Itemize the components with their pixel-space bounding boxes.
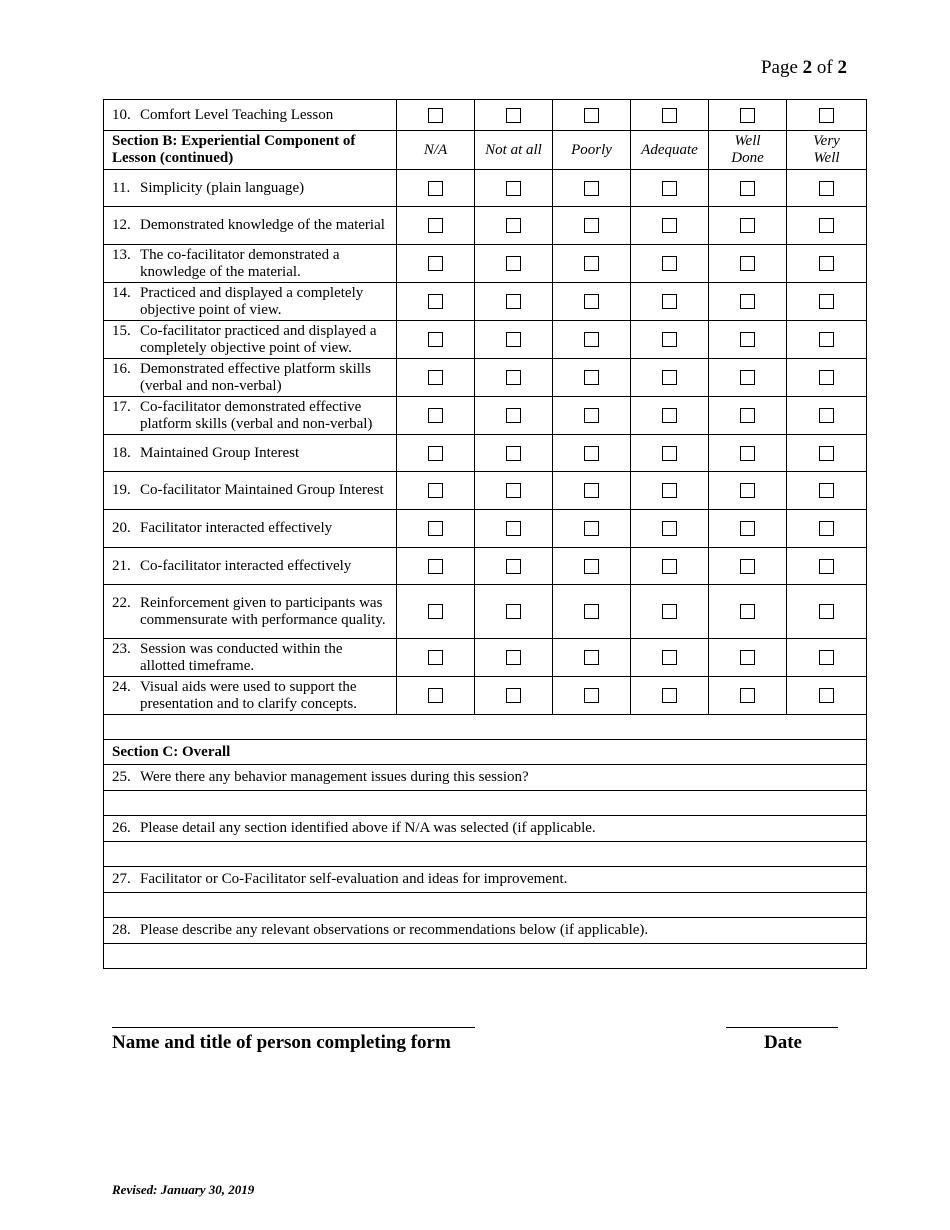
question-text: Please describe any relevant observations or recommendations below (if applicable). — [140, 922, 649, 938]
checkbox-poorly[interactable] — [584, 521, 599, 536]
checkbox-adequate[interactable] — [662, 446, 677, 461]
spacer-row — [104, 715, 867, 740]
checkbox-very-well[interactable] — [819, 408, 834, 423]
checkbox-not-at-all[interactable] — [506, 521, 521, 536]
checkbox-well-done[interactable] — [740, 294, 755, 309]
question-row — [104, 245, 867, 283]
page-number — [761, 57, 847, 79]
answer-field[interactable] — [104, 893, 867, 918]
question-text: Demonstrated knowledge of the material — [140, 217, 385, 233]
checkbox-poorly[interactable] — [584, 108, 599, 123]
checkbox-very-well[interactable] — [819, 370, 834, 385]
checkbox-poorly[interactable] — [584, 218, 599, 233]
question-text: Facilitator interacted effectively — [140, 520, 333, 536]
question-row — [104, 472, 867, 510]
checkbox-very-well[interactable] — [819, 483, 834, 498]
question-text: Maintained Group Interest — [140, 444, 300, 461]
question-number: 27. — [112, 871, 131, 887]
overall-question-row — [104, 765, 867, 791]
question-cell — [104, 510, 397, 548]
checkbox-well-done[interactable] — [740, 218, 755, 233]
question-row — [104, 321, 867, 359]
checkbox-adequate[interactable] — [662, 108, 677, 123]
question-row — [104, 548, 867, 585]
column-header-very-well: Very Well — [787, 131, 867, 170]
checkbox-well-done[interactable] — [740, 559, 755, 574]
section-c-title-row — [104, 740, 867, 765]
revised-date: Revised: January 30, 2019 — [112, 1182, 255, 1197]
checkbox-adequate[interactable] — [662, 604, 677, 619]
answer-field-row — [104, 944, 867, 969]
checkbox-poorly[interactable] — [584, 294, 599, 309]
checkbox-not-at-all[interactable] — [506, 408, 521, 423]
question-text: Demonstrated effective platform skills (verbal and non-verbal) — [140, 360, 371, 394]
question-text: Co-facilitator interacted effectively — [140, 557, 352, 574]
page-current: 2 — [802, 57, 813, 78]
question-row-10 — [104, 100, 867, 131]
answer-field[interactable] — [104, 842, 867, 867]
question-cell — [104, 397, 397, 435]
page-prefix: Page — [760, 57, 798, 78]
checkbox-not-at-all[interactable] — [506, 108, 521, 123]
checkbox-well-done[interactable] — [740, 370, 755, 385]
answer-field[interactable] — [104, 791, 867, 816]
checkbox-adequate[interactable] — [662, 332, 677, 347]
checkbox-adequate[interactable] — [662, 559, 677, 574]
question-cell — [104, 359, 397, 397]
checkbox-well-done[interactable] — [740, 688, 755, 703]
checkbox-na[interactable] — [428, 483, 443, 498]
answer-field-row — [104, 842, 867, 867]
question-row — [104, 359, 867, 397]
question-text: Co-facilitator practiced and displayed a completely objective point of view. — [140, 322, 377, 356]
checkbox-well-done[interactable] — [740, 521, 755, 536]
question-number: 16. — [112, 360, 131, 377]
checkbox-poorly[interactable] — [584, 408, 599, 423]
checkbox-well-done[interactable] — [740, 604, 755, 619]
question-number: 26. — [112, 820, 131, 836]
checkbox-well-done[interactable] — [740, 483, 755, 498]
checkbox-na[interactable] — [428, 559, 443, 574]
checkbox-adequate[interactable] — [662, 218, 677, 233]
question-text: Practiced and displayed a completely objective point of view. — [140, 284, 364, 318]
checkbox-well-done[interactable] — [740, 108, 755, 123]
name-title-label: Name and title of person completing form — [112, 1032, 451, 1053]
checkbox-not-at-all[interactable] — [506, 332, 521, 347]
question-row — [104, 510, 867, 548]
checkbox-na[interactable] — [428, 521, 443, 536]
checkbox-well-done[interactable] — [740, 256, 755, 271]
question-cell — [104, 170, 397, 207]
question-cell — [104, 321, 397, 359]
checkbox-well-done[interactable] — [740, 181, 755, 196]
question-text: Co-facilitator Maintained Group Interest — [140, 482, 384, 498]
question-text: Co-facilitator demonstrated effective platform skills (verbal and non-verbal) — [140, 398, 373, 432]
question-cell — [104, 585, 397, 639]
question-text: Please detail any section identified above if N/A was selected (if applicable. — [140, 820, 596, 836]
checkbox-poorly[interactable] — [584, 650, 599, 665]
question-cell — [104, 472, 397, 510]
question-row — [104, 207, 867, 245]
section-b-header-row — [104, 131, 867, 170]
page-of: of — [816, 57, 833, 78]
section-b-title: Section B: Experiential Component of Lesson (continued) — [104, 131, 397, 170]
checkbox-very-well[interactable] — [819, 559, 834, 574]
checkbox-na[interactable] — [428, 370, 443, 385]
checkbox-na[interactable] — [428, 108, 443, 123]
overall-question — [104, 765, 867, 791]
question-cell — [104, 207, 397, 245]
question-number: 14. — [112, 284, 131, 301]
checkbox-well-done[interactable] — [740, 332, 755, 347]
checkbox-na[interactable] — [428, 408, 443, 423]
checkbox-very-well[interactable] — [819, 332, 834, 347]
question-number: 23. — [112, 640, 131, 657]
checkbox-well-done[interactable] — [740, 446, 755, 461]
checkbox-adequate[interactable] — [662, 483, 677, 498]
checkbox-not-at-all[interactable] — [506, 218, 521, 233]
checkbox-adequate[interactable] — [662, 370, 677, 385]
question-cell — [104, 245, 397, 283]
section-c-title: Section C: Overall — [104, 740, 867, 765]
question-row — [104, 435, 867, 472]
checkbox-poorly[interactable] — [584, 256, 599, 271]
question-text: Session was conducted within the allotted timeframe. — [140, 640, 343, 674]
checkbox-not-at-all[interactable] — [506, 256, 521, 271]
checkbox-not-at-all[interactable] — [506, 688, 521, 703]
checkbox-not-at-all[interactable] — [506, 559, 521, 574]
column-header-adequate: Adequate — [631, 131, 709, 170]
checkbox-very-well[interactable] — [819, 650, 834, 665]
overall-question — [104, 867, 867, 893]
question-number: 12. — [112, 217, 131, 233]
checkbox-poorly[interactable] — [584, 446, 599, 461]
evaluation-table — [103, 99, 867, 969]
date-signature-line[interactable] — [726, 1027, 838, 1028]
column-header-na: N/A — [397, 131, 475, 170]
question-row — [104, 283, 867, 321]
question-text: The co-facilitator demonstrated a knowledge of the material. — [140, 246, 340, 280]
answer-field-row — [104, 893, 867, 918]
spacer — [104, 715, 867, 740]
question-text: Comfort Level Teaching Lesson — [140, 106, 334, 123]
checkbox-very-well[interactable] — [819, 688, 834, 703]
checkbox-very-well[interactable] — [819, 446, 834, 461]
checkbox-very-well[interactable] — [819, 604, 834, 619]
checkbox-na[interactable] — [428, 650, 443, 665]
overall-question — [104, 816, 867, 842]
overall-question-row — [104, 918, 867, 944]
checkbox-poorly[interactable] — [584, 688, 599, 703]
overall-question — [104, 918, 867, 944]
page-total: 2 — [837, 57, 847, 78]
checkbox-very-well[interactable] — [819, 521, 834, 536]
question-cell — [104, 283, 397, 321]
checkbox-well-done[interactable] — [740, 408, 755, 423]
checkbox-very-well[interactable] — [819, 294, 834, 309]
question-text: Visual aids were used to support the presentation and to clarify concepts. — [140, 678, 358, 712]
question-number: 11. — [112, 179, 131, 196]
question-cell — [104, 548, 397, 585]
question-cell — [104, 639, 397, 677]
checkbox-poorly[interactable] — [584, 559, 599, 574]
checkbox-adequate[interactable] — [662, 256, 677, 271]
question-row — [104, 170, 867, 207]
checkbox-very-well[interactable] — [819, 108, 834, 123]
overall-question-row — [104, 816, 867, 842]
question-text: Were there any behavior management issues during this session? — [140, 769, 529, 785]
checkbox-adequate[interactable] — [662, 688, 677, 703]
answer-field-row — [104, 791, 867, 816]
checkbox-adequate[interactable] — [662, 408, 677, 423]
checkbox-na[interactable] — [428, 446, 443, 461]
checkbox-adequate[interactable] — [662, 521, 677, 536]
checkbox-poorly[interactable] — [584, 181, 599, 196]
checkbox-adequate[interactable] — [662, 650, 677, 665]
question-number: 22. — [112, 594, 131, 611]
overall-question-row — [104, 867, 867, 893]
question-cell — [104, 677, 397, 715]
question-cell — [104, 100, 397, 131]
checkbox-not-at-all[interactable] — [506, 604, 521, 619]
question-text: Simplicity (plain language) — [140, 179, 305, 196]
checkbox-na[interactable] — [428, 332, 443, 347]
checkbox-very-well[interactable] — [819, 218, 834, 233]
question-row — [104, 397, 867, 435]
checkbox-poorly[interactable] — [584, 370, 599, 385]
column-header-poorly: Poorly — [553, 131, 631, 170]
question-number: 18. — [112, 444, 131, 461]
question-text: Facilitator or Co-Facilitator self-evaluation and ideas for improvement. — [140, 871, 568, 887]
question-number: 15. — [112, 322, 131, 339]
question-number: 10. — [112, 106, 131, 123]
question-number: 20. — [112, 520, 131, 536]
question-row — [104, 677, 867, 715]
checkbox-na[interactable] — [428, 688, 443, 703]
question-cell — [104, 435, 397, 472]
checkbox-poorly[interactable] — [584, 604, 599, 619]
checkbox-adequate[interactable] — [662, 294, 677, 309]
question-row — [104, 585, 867, 639]
checkbox-na[interactable] — [428, 181, 443, 196]
checkbox-very-well[interactable] — [819, 181, 834, 196]
column-header-not-at-all: Not at all — [475, 131, 553, 170]
column-header-well-done: Well Done — [709, 131, 787, 170]
answer-field[interactable] — [104, 944, 867, 969]
checkbox-not-at-all[interactable] — [506, 650, 521, 665]
date-label: Date — [764, 1032, 802, 1053]
question-number: 24. — [112, 678, 131, 695]
question-row — [104, 639, 867, 677]
question-number: 25. — [112, 769, 131, 785]
checkbox-na[interactable] — [428, 218, 443, 233]
checkbox-well-done[interactable] — [740, 650, 755, 665]
checkbox-na[interactable] — [428, 604, 443, 619]
checkbox-very-well[interactable] — [819, 256, 834, 271]
checkbox-not-at-all[interactable] — [506, 446, 521, 461]
checkbox-not-at-all[interactable] — [506, 370, 521, 385]
checkbox-na[interactable] — [428, 256, 443, 271]
checkbox-na[interactable] — [428, 294, 443, 309]
checkbox-poorly[interactable] — [584, 332, 599, 347]
question-number: 13. — [112, 246, 131, 263]
checkbox-poorly[interactable] — [584, 483, 599, 498]
checkbox-not-at-all[interactable] — [506, 181, 521, 196]
checkbox-not-at-all[interactable] — [506, 483, 521, 498]
question-number: 28. — [112, 922, 131, 938]
name-signature-line[interactable] — [112, 1027, 475, 1028]
question-number: 21. — [112, 557, 131, 574]
question-number: 17. — [112, 398, 131, 415]
checkbox-adequate[interactable] — [662, 181, 677, 196]
checkbox-not-at-all[interactable] — [506, 294, 521, 309]
question-text: Reinforcement given to participants was commensurate with performance quality. — [140, 594, 386, 628]
question-number: 19. — [112, 482, 131, 498]
